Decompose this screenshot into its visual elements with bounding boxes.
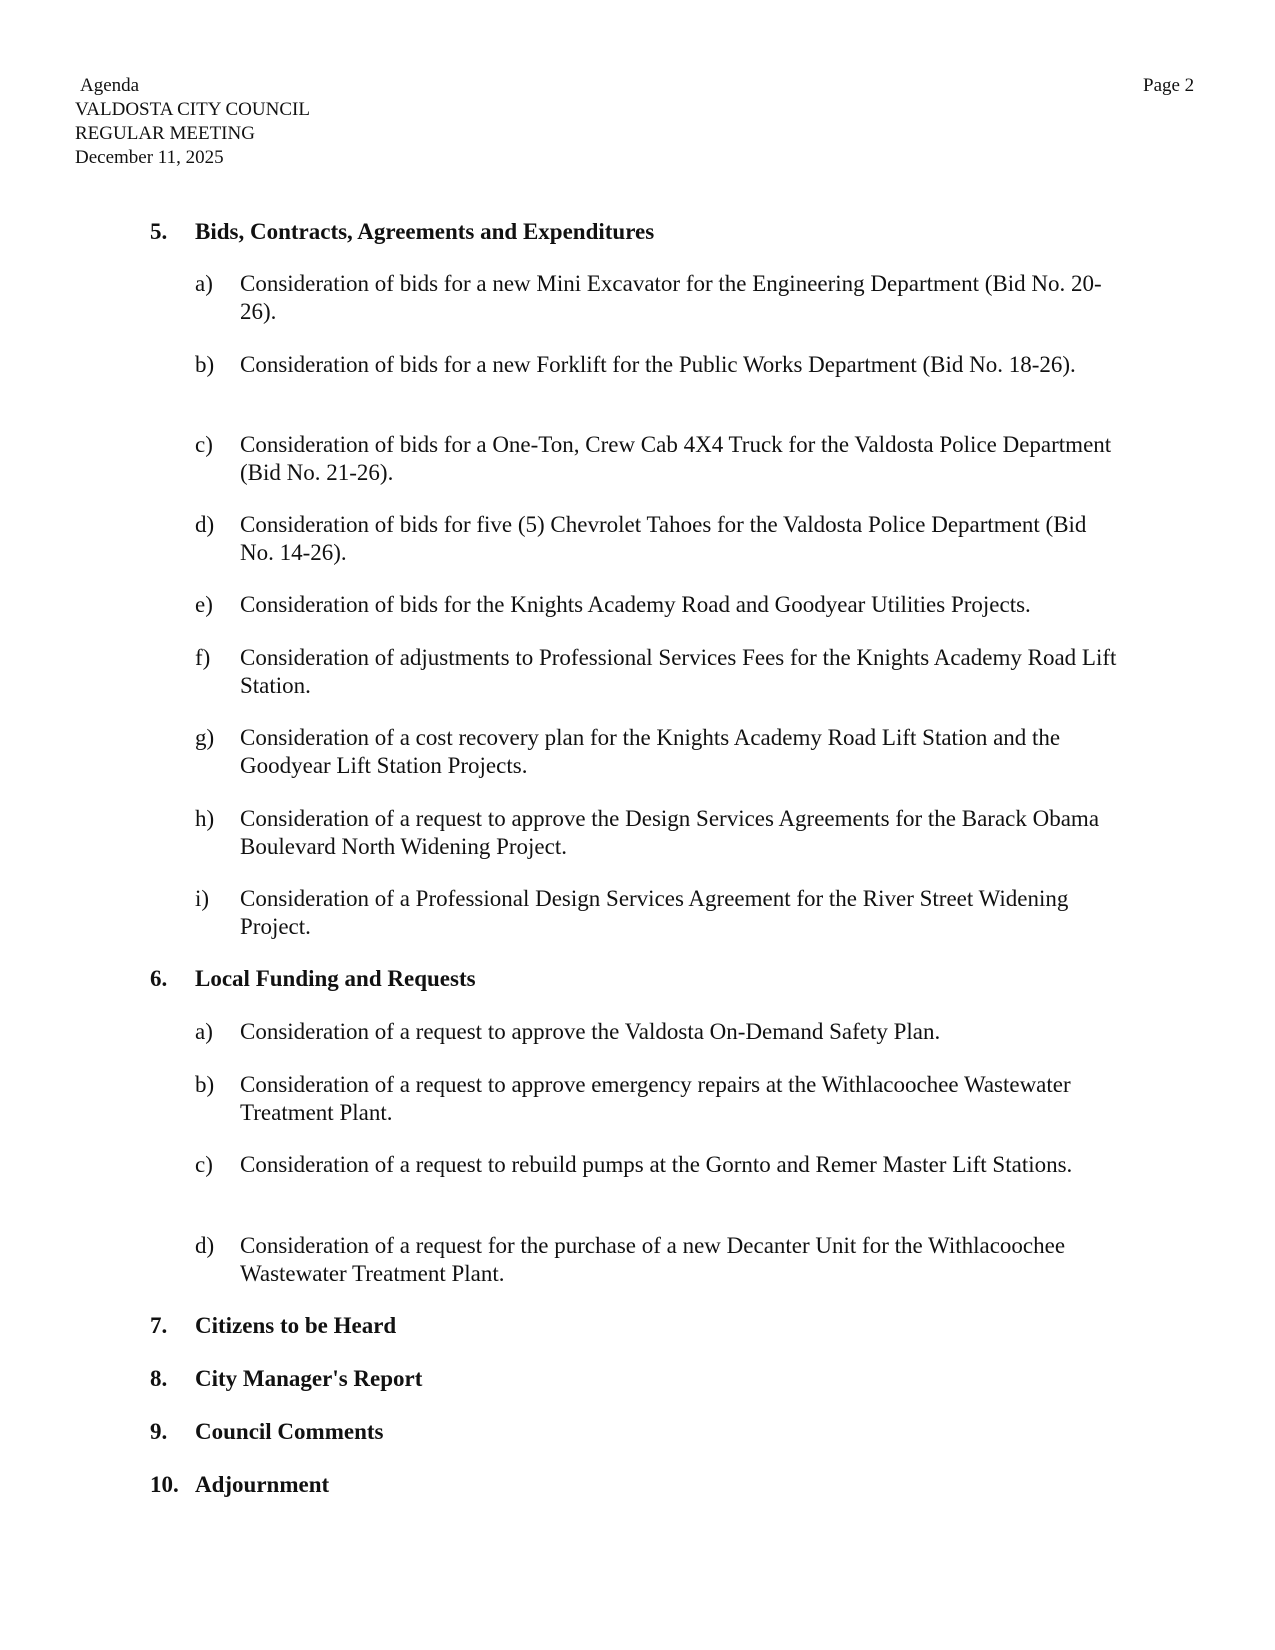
item-text: Consideration of a request to approve the Valdosta On-Demand Safety Plan. (240, 1019, 941, 1044)
agenda-label: Agenda (80, 75, 140, 96)
section-title: Council Comments (195, 1419, 384, 1444)
section-title: Citizens to be Heard (195, 1313, 397, 1338)
page-number: Page 2 (1143, 75, 1195, 96)
section-number: 6. (150, 966, 168, 991)
section-10-heading (150, 1471, 329, 1499)
item-text: Consideration of adjustments to Professional Services Fees for the Knights Academy Road Lift Station. (240, 645, 1117, 698)
section-5-heading (150, 218, 654, 246)
section-title: Local Funding and Requests (195, 966, 476, 991)
item-text: Consideration of bids for a new Forklift for the Public Works Department (Bid No. 18-26). (240, 352, 1076, 377)
meeting-date: December 11, 2025 (75, 147, 224, 168)
section-8-heading (150, 1365, 422, 1393)
section-number: 10. (150, 1472, 179, 1497)
item-text: Consideration of bids for five (5) Chevrolet Tahoes for the Valdosta Police Department (Bid No. 14-26). (240, 512, 1087, 565)
item-text: Consideration of bids for the Knights Academy Road and Goodyear Utilities Projects. (240, 592, 1031, 617)
item-letter: h) (195, 806, 215, 831)
item-letter: c) (195, 432, 213, 457)
section-title: Adjournment (195, 1472, 330, 1497)
item-letter: a) (195, 1019, 213, 1044)
item-text: Consideration of bids for a new Mini Excavator for the Engineering Department (Bid No. 20-26). (240, 271, 1102, 324)
item-letter: f) (195, 645, 211, 670)
item-text: Consideration of a cost recovery plan for the Knights Academy Road Lift Station and the Goodyear Lift Station Projects. (240, 725, 1061, 778)
item-text: Consideration of a request to approve the Design Services Agreements for the Barack Obama Boulevard North Widening Project. (240, 806, 1100, 859)
council-name: VALDOSTA CITY COUNCIL (75, 99, 310, 120)
item-letter: a) (195, 271, 213, 296)
item-letter: b) (195, 1072, 215, 1097)
section-number: 8. (150, 1366, 168, 1391)
section-9-heading (150, 1418, 383, 1446)
section-number: 9. (150, 1419, 168, 1444)
item-text: Consideration of a request to rebuild pumps at the Gornto and Remer Master Lift Stations. (240, 1152, 1073, 1177)
item-letter: d) (195, 512, 215, 537)
item-text: Consideration of a Professional Design Services Agreement for the River Street Widening Project. (240, 886, 1069, 939)
item-text: Consideration of bids for a One-Ton, Crew Cab 4X4 Truck for the Valdosta Police Department (Bid No. 21-26). (240, 432, 1112, 485)
item-text: Consideration of a request to approve emergency repairs at the Withlacoochee Wastewater Treatment Plant. (240, 1072, 1071, 1125)
section-title: Bids, Contracts, Agreements and Expenditures (195, 219, 655, 244)
meeting-type: REGULAR MEETING (75, 123, 255, 144)
item-letter: i) (195, 886, 210, 911)
item-letter: c) (195, 1152, 213, 1177)
agenda-header (75, 74, 310, 170)
section-number: 5. (150, 219, 168, 244)
item-letter: b) (195, 352, 215, 377)
item-text: Consideration of a request for the purchase of a new Decanter Unit for the Withlacoochee Wastewater Treatment Plant. (240, 1233, 1066, 1286)
section-title: City Manager's Report (195, 1366, 423, 1391)
item-letter: d) (195, 1233, 215, 1258)
item-letter: e) (195, 592, 213, 617)
item-letter: g) (195, 725, 215, 750)
section-number: 7. (150, 1313, 168, 1338)
section-7-heading (150, 1312, 396, 1340)
section-6-heading (150, 965, 476, 993)
